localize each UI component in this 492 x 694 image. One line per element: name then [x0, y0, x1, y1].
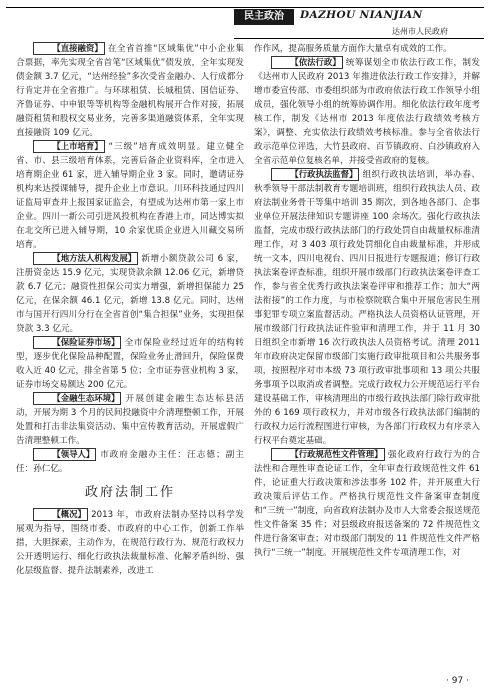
journal-subtitle: 达州市人民政府	[392, 27, 448, 36]
paragraph-text: 统筹谋划全市依法行政工作，制发《达州市人民政府 2013 年推进依法行政工作安排》，并解增市委宣传部、市委组织部为市政府依法行政工作领导小组成员，强化领导小组的统筹协调作用。细化依法行政年度考核工作，制发《达州市 2013 年度依法行政绩效考核方案》，调整、充实依法行政绩效考核标准。参与全省依法行政示范单位评选，大竹县政府、百节镇政府、白沙镇政府入全省示范单位复核名单，并接受省政府的复核。	[254, 58, 480, 166]
paragraph-local-institutions	[16, 252, 244, 336]
section-label: 民主政治	[234, 9, 294, 25]
left-column	[16, 42, 244, 578]
right-column	[254, 42, 480, 560]
paragraph-normative-docs	[254, 448, 480, 560]
heading-tag: 【保险证券市场】	[33, 336, 121, 349]
paragraph-listing	[16, 140, 244, 252]
header-rule-2	[234, 38, 484, 39]
paragraph-insurance	[16, 336, 244, 392]
heading-tag: 【领导人】	[33, 448, 96, 461]
paragraph-text: 全市保险业经过近年的结构转型，逐步优化保险品种配置，保险业务止滑回升，保险保费收入近 40 亿元，排全省第 5 位；全市证券营业机构 3 家，证券市场交易额达 200 亿元。	[16, 338, 244, 390]
paragraph-direct-financing	[16, 42, 244, 140]
paragraph-text: 开展创建金融生态达标县活动，开展为期 3 个月的民间投融资中介清理整顿工作，开展处置和打击非法集资活动、集中宣传教育活动，开展虚假广告清理整顿工作。	[16, 394, 244, 446]
paragraph-text: 2013 年，市政府法制办坚持以科学发展观为指导，围绕市委、市政府的中心工作，创新工作举措，大胆探索，主动作为，在规范行政行为、规范行政权力公开透明运行、细化行政执法裁量标准、化解矛盾纠纷、强化层级监督、提升法制素养，改进工	[16, 510, 244, 576]
heading-tag: 【上市培育】	[33, 140, 104, 153]
heading-tag: 【依法行政】	[271, 56, 342, 69]
paragraph-continuation: 作作风，提高服务质量方面作大量卓有成效的工作。	[254, 44, 452, 54]
heading-tag: 【直接融资】	[33, 42, 104, 55]
paragraph-ecology	[16, 392, 244, 448]
page-number: · 97 ·	[446, 676, 469, 686]
paragraph-text: 市政府金融办主任：汪志德；副主任：孙仁亿。	[16, 450, 244, 474]
heading-tag: 【行政执法监督】	[271, 168, 359, 181]
heading-tag: 【地方法人机构发展】	[33, 252, 138, 265]
heading-tag: 【行政规范性文件管理】	[271, 448, 384, 461]
paragraph-text: “三级”培育成效明显。建立健全省、市、县三级培育体系，完善后备企业资料库，全市进入培育期企业 61 家，进入辅导期企业 3 家。同时，邀请证券机构来达授课辅导，提升企业上市意识。川环科技通过四川证监局审查并上报国家证监会，有望成为达州市第一家上市企业。四川一新公司引进风投机构在香港上市，同达博实拟在北交所已进入辅导期，10 余家优质企业进入川藏交易所培育。	[16, 142, 245, 250]
paragraph-text: 强化政府行政行为的合法性和合理性审查论证工作，全年审查行政规范性文件 61 件，论证重大行政决策和涉法事务 102 件，并开展重大行政决策后评估工作。严格执行规范性文件备案审查制度和“三统一”制度，向省政府法制办及市人大常委会报送规范性文件备案 35 件；对县级政府报送备案的 72 件规范性文件进行备案审查；对市级部门制发的 11 件规范性文件严格执行“三统一”制度。开展规范性文件专项清理工作，对	[254, 450, 480, 558]
heading-tag: 【概况】	[33, 508, 88, 521]
paragraph-text: 在全省首推“区域集优”中小企业集合票据，率先实现全省首笔“区域集优”债发放，全年实现发债金额 3.7 亿元，“达州经验”多次受省金融办、人行成都分行肯定并在全省推广。与环球租赁、长城租赁、国信证券、齐鲁证券、中申银等等机构等金融机构展开合作对接，拓展融资租赁和股权交易业务，完善多渠道融资体系，全年实现直接融资 109 亿元。	[16, 44, 245, 138]
heading-tag: 【金融生态环境】	[33, 392, 121, 405]
paragraph-enforcement	[254, 168, 480, 448]
paragraph-lawful-admin	[254, 56, 480, 168]
paragraph-text: 组织行政执法培训，举办春、秋季领导干部法制教育专题培训班，组织行政执法人员、政府法制业务骨干等集中培训 35 期次，到各地各部门、企事业单位开展法律知识专题讲座 100 余场次。强化行政执法监督，完成市级行政执法部门的行政处罚自由裁量权标准清理工作，对 3 403 项行政处罚细化自由裁量标准，并形成统一文本，四川电视台、四川日报进行专题报道；修订行政执法案卷评查标准，组织开展市级部门行政执法案卷评查工作，参与省全优秀行政执法案卷评审和推荐工作；加大“两法衔接”的工作力度，与市检察院联合集中开展危害民生刑事犯罪专项立案监督活动。严格执法人员资格认证管理，开展市级部门行政执法证件验审和清理工作，并于 11 月 30 日组织全市新增 16 次行政执法人员资格考试。清理 2011 年市政府决定保留市级部门实施行政审批项目和公共服务事项，按照程序对市本级 73 项行政审批事项和 13 项公共服务事项予以取消或者调整。完成行政权力公开规范运行平台建设基础工作，审核清理出的市级行政执法部门除行政审批外的 6 169 项行政权力，并对市级各行政执法部门编制的行政权力运行流程图进行审核，为各部门行政权力有序录入行权平台奠定基础。	[254, 170, 480, 446]
paragraph-overview	[16, 508, 244, 578]
paragraph-leaders	[16, 448, 244, 476]
journal-title: DAZHOU NIANJIAN	[300, 9, 423, 21]
paragraph-text: 新增小额贷款公司 6 家，注册资金达 15.9 亿元，实现贷款余额 12.06 亿元，新增贷款 6.7 亿元；融资性担保公司实力增强，新增担保能力 25 亿元，在保余额 46.1 亿元，新增 13.8 亿元。同时，达州市与国开行四川分行在全省首创“集合担保”业务，实现担保贷款 3.3 亿元。	[16, 254, 245, 334]
header-rule	[6, 7, 484, 8]
section-title: 政府法制工作	[84, 485, 175, 500]
